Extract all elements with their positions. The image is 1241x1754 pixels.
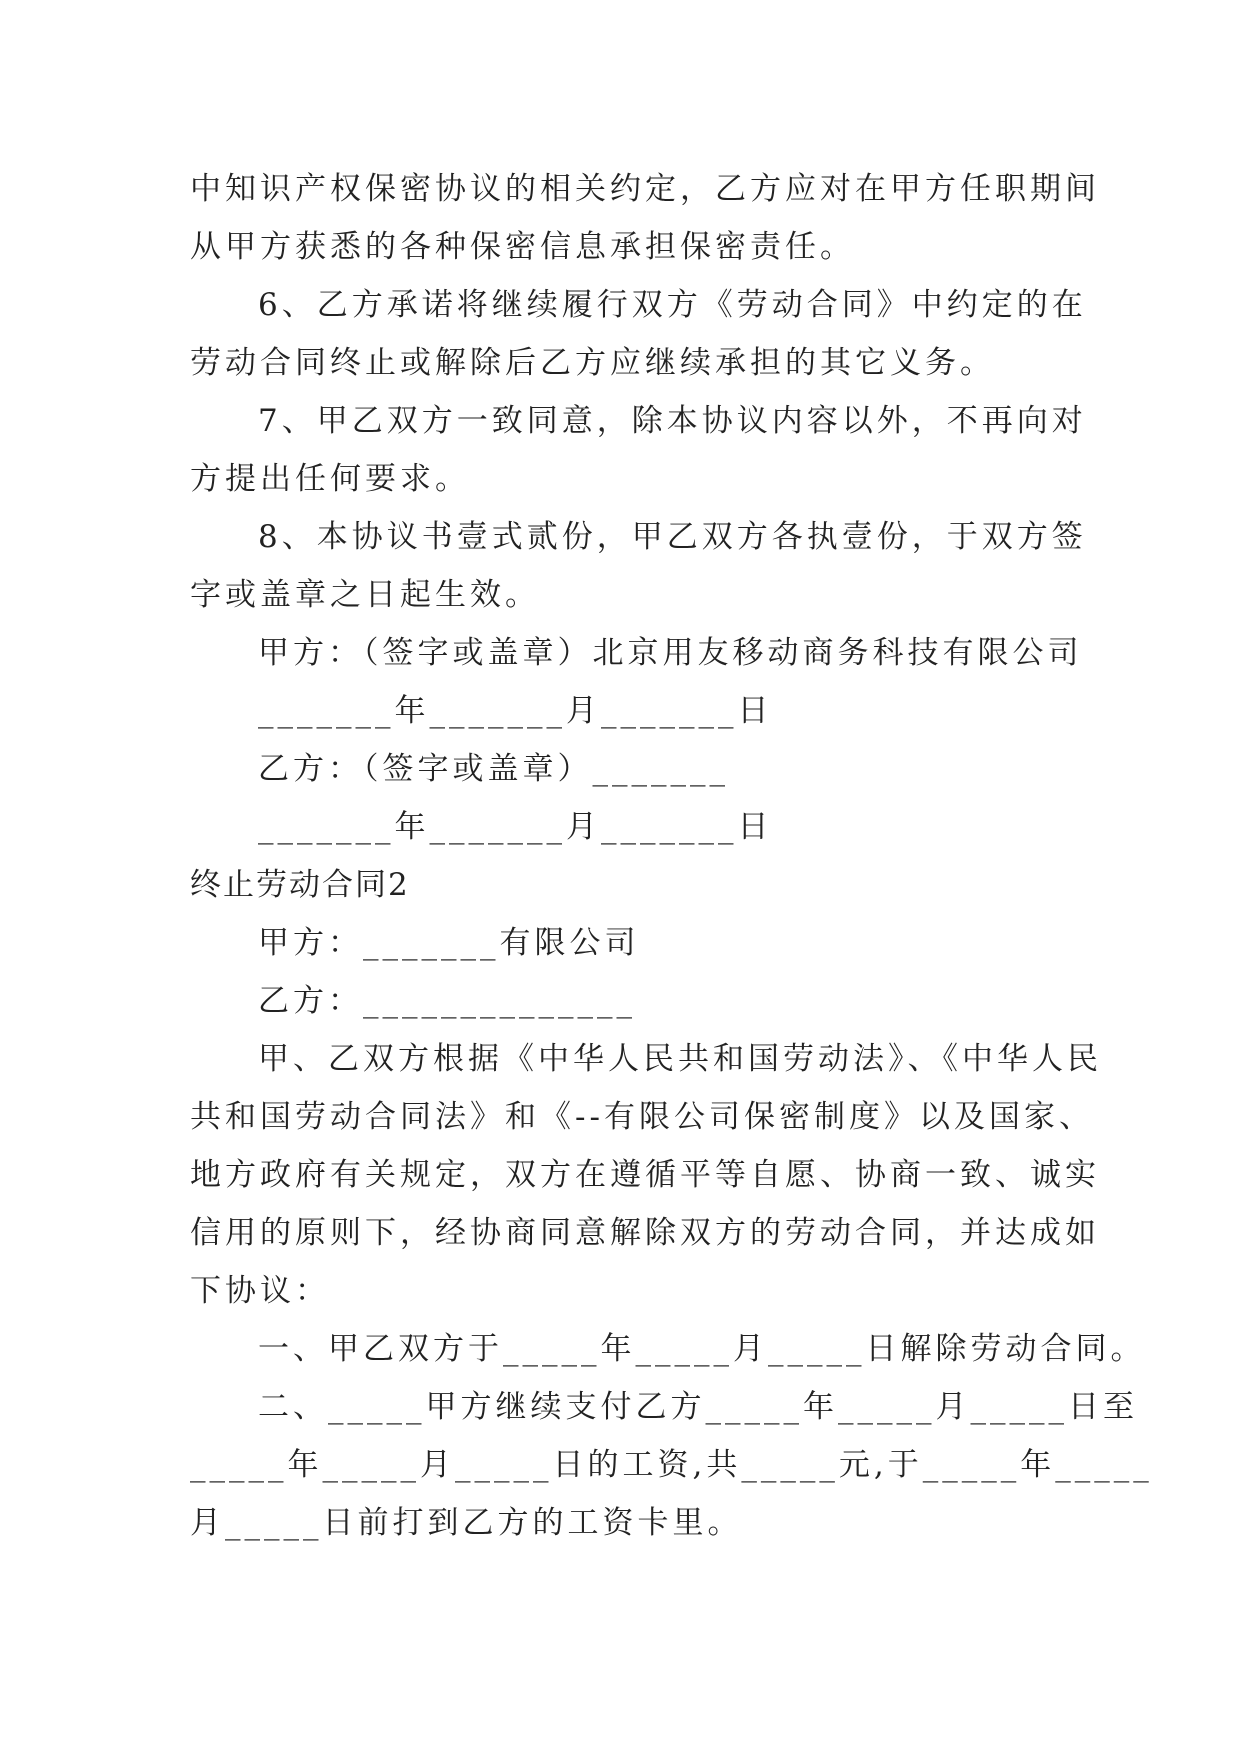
text-line: 6、乙方承诺将继续履行双方《劳动合同》中约定的在 xyxy=(258,287,1087,323)
text-line: 8、本协议书壹式贰份，甲乙双方各执壹份，于双方签 xyxy=(258,519,1087,555)
text-line: _______年_______月_______日 xyxy=(258,693,773,729)
signature-party-a xyxy=(190,624,1083,682)
paragraph-article-2 xyxy=(190,1378,1153,1552)
text-line: 劳动合同终止或解除后乙方应继续承担的其它义务。 xyxy=(190,345,995,381)
section-title: 终止劳动合同2 xyxy=(190,867,410,903)
text-line: 方提出任何要求。 xyxy=(190,461,470,497)
text-line: 中知识产权保密协议的相关约定，乙方应对在甲方任职期间 xyxy=(190,171,1100,207)
paragraph-preamble xyxy=(190,1030,1102,1320)
paragraph-clause-6 xyxy=(190,276,1087,392)
text-line: 甲方：（签字或盖章）北京用友移动商务科技有限公司 xyxy=(258,635,1083,671)
text-line: 月_____日前打到乙方的工资卡里。 xyxy=(190,1505,743,1541)
text-line: 乙方：（签字或盖章）_______ xyxy=(258,751,729,787)
text-line: 地方政府有关规定，双方在遵循平等自愿、协商一致、诚实 xyxy=(190,1157,1100,1193)
text-line: 信用的原则下，经协商同意解除双方的劳动合同，并达成如 xyxy=(190,1215,1100,1251)
paragraph-clause-7 xyxy=(190,392,1087,508)
text-line: 二、_____甲方继续支付乙方_____年_____月_____日至 xyxy=(258,1389,1138,1425)
signature-date-party-a xyxy=(190,682,1062,740)
signature-party-b xyxy=(190,740,1062,798)
text-line: 甲方：_______有限公司 xyxy=(258,925,640,961)
document-body xyxy=(190,160,1153,1552)
text-line: 乙方：______________ xyxy=(258,983,636,1019)
text-line: 一、甲乙双方于_____年_____月_____日解除劳动合同。 xyxy=(258,1331,1146,1367)
text-line: 甲、乙双方根据《中华人民共和国劳动法》、《中华人民 xyxy=(258,1041,1102,1077)
signature-date-party-b xyxy=(190,798,1062,856)
text-line: 从甲方获悉的各种保密信息承担保密责任。 xyxy=(190,229,855,265)
text-line: 共和国劳动合同法》和《--有限公司保密制度》以及国家、 xyxy=(190,1099,1094,1135)
text-line: 7、甲乙双方一致同意，除本协议内容以外，不再向对 xyxy=(258,403,1087,439)
paragraph-clause-8 xyxy=(190,508,1087,624)
text-line: _____年_____月_____日的工资,共_____元,于_____年_____ xyxy=(190,1447,1153,1483)
party-a-line xyxy=(190,914,1062,972)
text-line: _______年_______月_______日 xyxy=(258,809,773,845)
text-line: 下协议： xyxy=(190,1273,330,1309)
paragraph-article-1 xyxy=(190,1320,1146,1378)
paragraph-confidentiality-continued xyxy=(190,160,1100,276)
text-line: 字或盖章之日起生效。 xyxy=(190,577,540,613)
section-heading xyxy=(190,856,1062,914)
party-b-line xyxy=(190,972,1062,1030)
